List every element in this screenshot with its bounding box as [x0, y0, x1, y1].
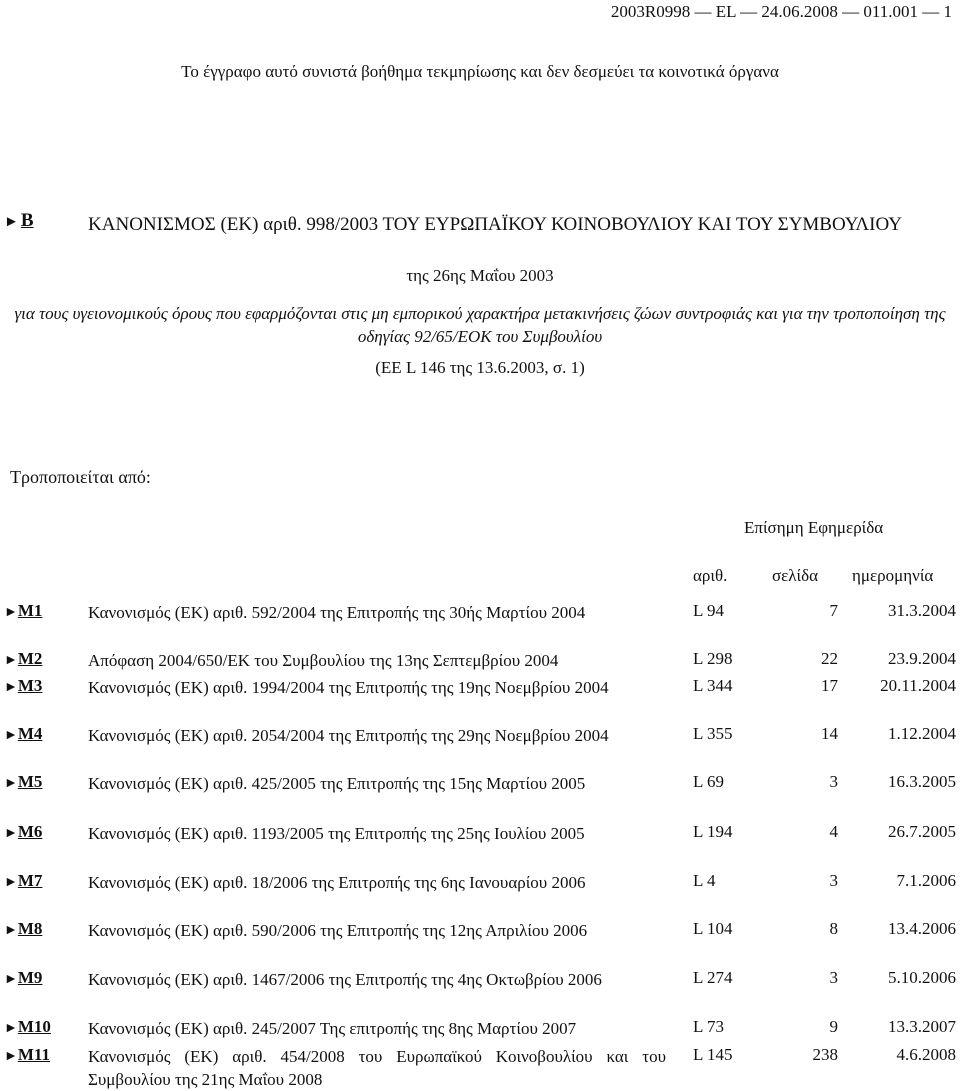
amendment-oj-date: 31.3.2004	[888, 601, 956, 620]
triangle-right-icon: ►	[4, 826, 18, 841]
amendment-marker-label: M3	[17, 676, 43, 695]
amendment-oj-number: L 145	[693, 1045, 733, 1064]
amendment-marker-label: M4	[17, 724, 43, 743]
triangle-right-icon: ►	[4, 923, 18, 938]
triangle-right-icon: ►	[4, 653, 18, 668]
amendment-oj-number: L 104	[693, 919, 733, 938]
amendment-oj-number: L 4	[693, 871, 716, 890]
official-journal-heading: Επίσημη Εφημερίδα	[744, 518, 884, 537]
amendment-marker-label: M10	[17, 1017, 51, 1036]
amendment-description: Κανονισμός (ΕΚ) αριθ. 18/2006 της Επιτροπής της 6ης Ιανουαρίου 2006	[88, 873, 586, 892]
amendment-marker-label: M1	[17, 601, 43, 620]
document-header: 2003R0998 — EL — 24.06.2008 — 011.001 — 1	[610, 2, 952, 21]
triangle-right-icon: ►	[4, 680, 18, 695]
amendment-description: Κανονισμός (ΕΚ) αριθ. 1193/2005 της Επιτροπής της 25ης Ιουλίου 2005	[88, 824, 585, 843]
amendment-oj-page: 17	[821, 676, 838, 695]
amendment-oj-number: L 274	[693, 968, 733, 987]
triangle-right-icon: ►	[4, 605, 18, 620]
amendment-description: Κανονισμός (ΕΚ) αριθ. 1467/2006 της Επιτροπής της 4ης Οκτωβρίου 2006	[88, 970, 602, 989]
amendment-oj-page: 22	[821, 649, 838, 668]
amendment-oj-date: 7.1.2006	[896, 871, 956, 890]
column-header-page: σελίδα	[772, 566, 819, 585]
amendment-oj-number: L 73	[693, 1017, 725, 1036]
amendment-marker-label: M8	[17, 919, 43, 938]
basic-act-marker-label: B	[20, 210, 34, 231]
amendment-oj-number: L 355	[693, 724, 733, 743]
amendment-marker-label: M11	[17, 1045, 50, 1064]
amendment-marker[interactable]	[4, 772, 42, 792]
triangle-right-icon: ►	[4, 972, 18, 987]
amendment-description: Κανονισμός (ΕΚ) αριθ. 245/2007 Της επιτροπής της 8ης Μαρτίου 2007	[88, 1019, 577, 1038]
amendment-description: Κανονισμός (ΕΚ) αριθ. 2054/2004 της Επιτροπής της 29ης Νοεμβρίου 2004	[88, 726, 609, 745]
amendment-oj-number: L 298	[693, 649, 733, 668]
disclaimer: Το έγγραφο αυτό συνιστά βοήθημα τεκμηρίωσης και δεν δεσμεύει τα κοινοτικά όργανα	[181, 62, 779, 81]
triangle-right-icon: ►	[4, 214, 19, 230]
regulation-title: ΚΑΝΟΝΙΣΜΟΣ (ΕΚ) αριθ. 998/2003 ΤΟΥ ΕΥΡΩΠΑΪΚΟΥ ΚΟΙΝΟΒΟΥΛΙΟΥ ΚΑΙ ΤΟΥ ΣΥΜΒΟΥΛΙΟΥ	[88, 214, 902, 235]
regulation-date: της 26ης Μαΐου 2003	[406, 266, 554, 285]
amendment-oj-number: L 94	[693, 601, 725, 620]
amendment-oj-date: 13.4.2006	[888, 919, 956, 938]
amendment-description: Κανονισμός (ΕΚ) αριθ. 592/2004 της Επιτροπής της 30ής Μαρτίου 2004	[88, 603, 586, 622]
amendment-marker-label: M7	[17, 871, 43, 890]
amendment-marker[interactable]	[4, 968, 42, 988]
amendment-marker[interactable]	[4, 871, 42, 891]
column-header-date: ημερομηνία	[852, 566, 934, 585]
amended-by-heading: Τροποποιείται από:	[10, 467, 151, 487]
triangle-right-icon: ►	[4, 728, 18, 743]
amendment-oj-number: L 69	[693, 772, 725, 791]
amendment-marker[interactable]	[4, 1017, 51, 1037]
amendment-oj-number: L 344	[693, 676, 733, 695]
amendment-oj-page: 3	[829, 871, 838, 890]
triangle-right-icon: ►	[4, 1021, 18, 1036]
amendment-oj-date: 23.9.2004	[888, 649, 956, 668]
amendment-oj-date: 4.6.2008	[896, 1045, 956, 1064]
amendment-description: Κανονισμός (ΕΚ) αριθ. 454/2008 του Ευρωπαϊκού Κοινοβουλίου και του Συμβουλίου της 21ης Μαΐου 2008	[88, 1047, 666, 1089]
amendment-oj-page: 4	[829, 822, 838, 841]
amendment-description: Απόφαση 2004/650/ΕΚ του Συμβουλίου της 13ης Σεπτεμβρίου 2004	[88, 651, 559, 670]
official-journal-reference: (ΕΕ L 146 της 13.6.2003, σ. 1)	[375, 358, 585, 377]
amendment-marker[interactable]	[4, 649, 42, 669]
amendment-marker-label: M9	[17, 968, 43, 987]
triangle-right-icon: ►	[4, 776, 18, 791]
amendment-oj-date: 26.7.2005	[888, 822, 956, 841]
amendment-oj-page: 9	[829, 1017, 838, 1036]
amendment-description: Κανονισμός (ΕΚ) αριθ. 1994/2004 της Επιτροπής της 19ης Νοεμβρίου 2004	[88, 678, 609, 697]
regulation-subject: για τους υγειονομικούς όρους που εφαρμόζονται στις μη εμπορικού χαρακτήρα μετακινήσεις ζώων συντροφιάς και για την τροποποίηση της οδηγίας 92/65/ΕΟΚ του Συμβουλίου	[14, 304, 946, 346]
amendment-oj-page: 3	[829, 968, 838, 987]
amendment-oj-page: 238	[812, 1045, 838, 1064]
amendment-marker[interactable]	[4, 676, 42, 696]
amendment-oj-number: L 194	[693, 822, 733, 841]
amendment-description: Κανονισμός (ΕΚ) αριθ. 425/2005 της Επιτροπής της 15ης Μαρτίου 2005	[88, 774, 586, 793]
triangle-right-icon: ►	[4, 875, 18, 890]
amendment-oj-date: 13.3.2007	[888, 1017, 956, 1036]
column-header-number: αριθ.	[693, 566, 728, 585]
amendment-marker-label: M5	[17, 772, 43, 791]
amendment-oj-date: 20.11.2004	[880, 676, 956, 695]
amendment-marker[interactable]	[4, 1045, 50, 1065]
regulation-title-block	[0, 210, 960, 240]
amendment-oj-date: 1.12.2004	[888, 724, 956, 743]
basic-act-marker[interactable]	[4, 210, 34, 232]
amendment-marker-label: M6	[17, 822, 43, 841]
amendment-marker[interactable]	[4, 601, 42, 621]
amendment-description: Κανονισμός (ΕΚ) αριθ. 590/2006 της Επιτροπής της 12ης Απριλίου 2006	[88, 921, 588, 940]
amendment-marker[interactable]	[4, 919, 42, 939]
amendment-oj-page: 7	[829, 601, 838, 620]
amendment-marker-label: M2	[17, 649, 43, 668]
triangle-right-icon: ►	[4, 1049, 18, 1064]
amendment-marker[interactable]	[4, 724, 42, 744]
amendment-oj-date: 5.10.2006	[888, 968, 956, 987]
amendment-oj-page: 8	[829, 919, 838, 938]
amendment-marker[interactable]	[4, 822, 42, 842]
amendment-oj-page: 3	[829, 772, 838, 791]
amendment-oj-date: 16.3.2005	[888, 772, 956, 791]
amendment-oj-page: 14	[821, 724, 838, 743]
